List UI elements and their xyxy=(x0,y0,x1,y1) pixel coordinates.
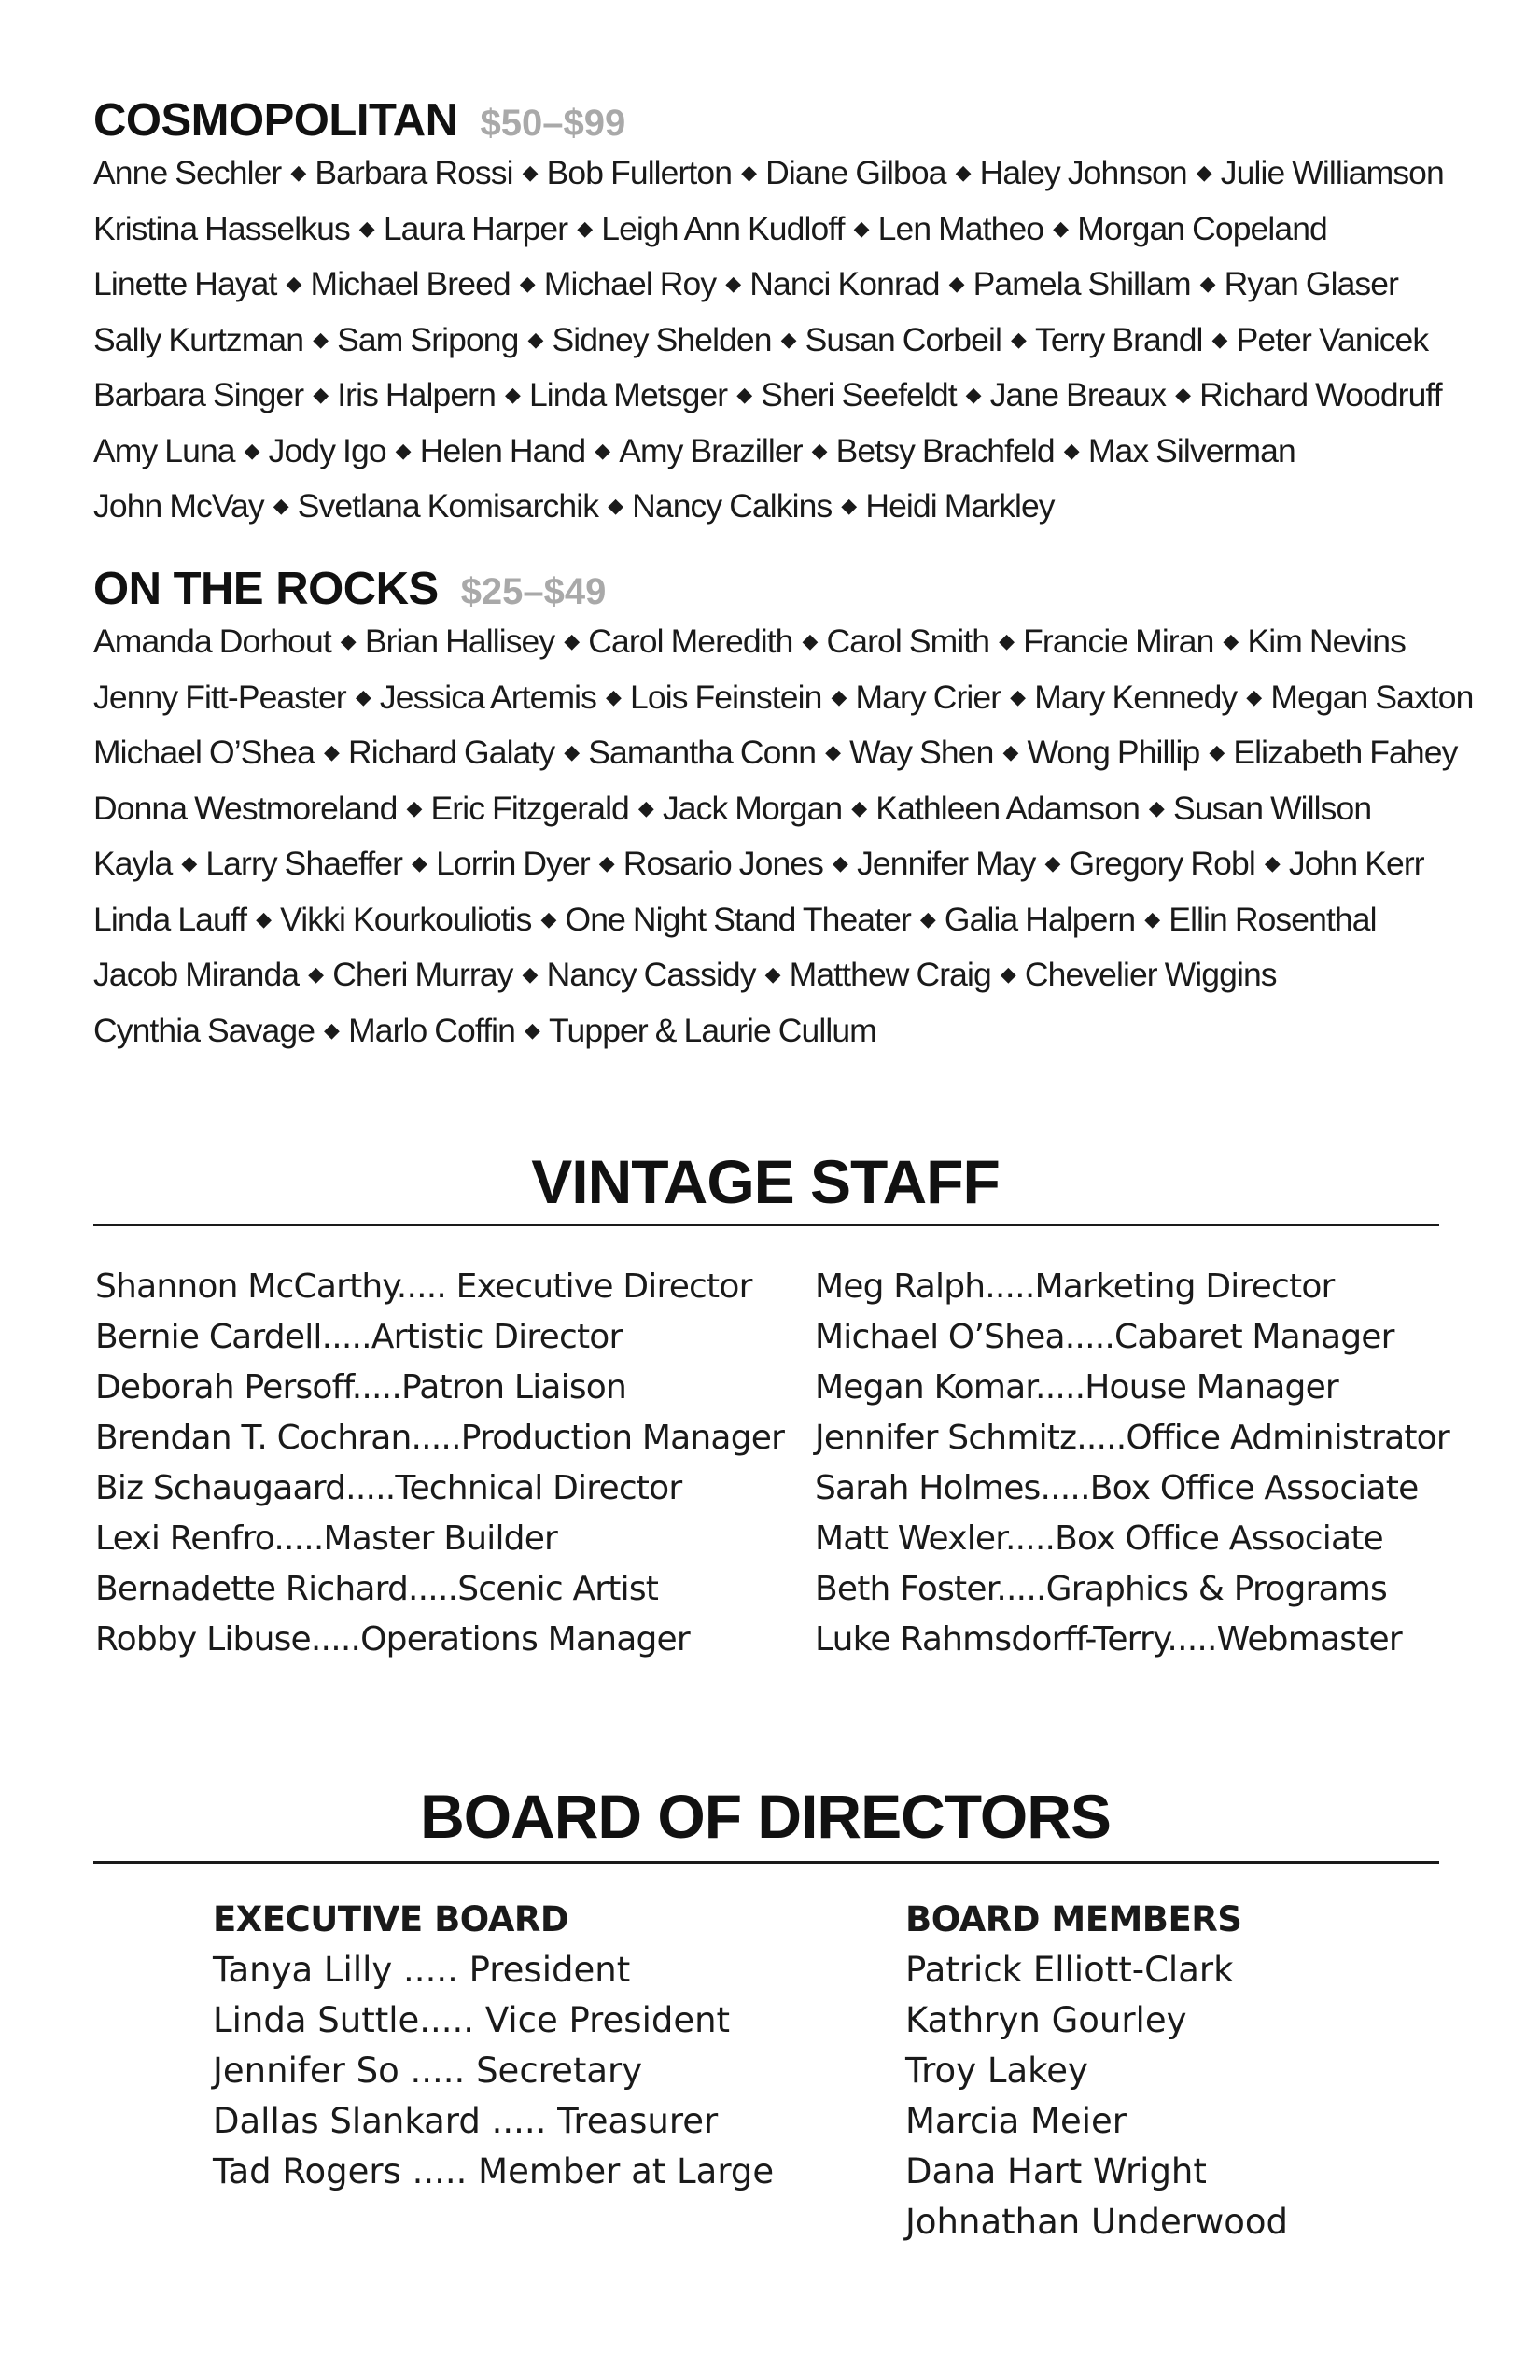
donor-name: Max Silverman xyxy=(1087,431,1295,469)
donor-name: Vikki Kourkouliotis xyxy=(280,900,532,938)
donor-name: Betsy Brachfeld xyxy=(835,431,1055,469)
donor-line xyxy=(93,370,1456,426)
board-row: Linda Suttle..... Vice President xyxy=(213,2000,731,2040)
donor-name: Mary Kennedy xyxy=(1034,678,1238,716)
donor-name: Michael O’Shea xyxy=(93,734,315,771)
diamond-icon: ◆ xyxy=(1010,327,1026,351)
diamond-icon: ◆ xyxy=(851,795,867,819)
donor-name: Sally Kurtzman xyxy=(93,320,304,358)
diamond-icon: ◆ xyxy=(725,272,741,295)
diamond-icon: ◆ xyxy=(395,438,411,462)
staff-row: Deborah Persoff.....Patron Liaison xyxy=(95,1368,627,1407)
diamond-icon: ◆ xyxy=(1223,629,1239,652)
diamond-icon: ◆ xyxy=(273,494,288,517)
diamond-icon: ◆ xyxy=(324,1017,340,1042)
donor-name: Diane Gilboa xyxy=(765,154,946,191)
diamond-icon: ◆ xyxy=(608,494,623,517)
staff-column-left xyxy=(95,1262,784,1665)
diamond-icon: ◆ xyxy=(412,851,427,875)
diamond-icon: ◆ xyxy=(853,216,869,240)
diamond-icon: ◆ xyxy=(1000,962,1015,986)
donor-name: Jacob Miranda xyxy=(93,956,300,993)
staff-row: Jennifer Schmitz.....Office Administrator xyxy=(815,1419,1449,1457)
donor-line xyxy=(93,259,1456,315)
staff-row: Biz Schaugaard.....Technical Director xyxy=(95,1469,682,1507)
diamond-icon: ◆ xyxy=(1209,740,1225,763)
executive-board-heading: EXECUTIVE BOARD xyxy=(213,1899,569,1939)
diamond-icon: ◆ xyxy=(313,383,329,406)
donor-name: Wong Phillip xyxy=(1027,734,1200,771)
diamond-icon: ◆ xyxy=(595,438,610,462)
donor-name: Ellin Rosenthal xyxy=(1169,900,1377,938)
diamond-icon: ◆ xyxy=(637,795,653,819)
board-title: BOARD OF DIRECTORS xyxy=(420,1782,1111,1851)
donor-name: Richard Woodruff xyxy=(1199,376,1442,413)
staff-row: Beth Foster.....Graphics & Programs xyxy=(815,1570,1387,1608)
donor-name: Eric Fitzgerald xyxy=(430,789,629,827)
donor-name: Susan Willson xyxy=(1172,789,1372,827)
staff-divider xyxy=(93,1224,1439,1226)
donor-line xyxy=(93,894,1456,950)
diamond-icon: ◆ xyxy=(577,216,593,240)
diamond-icon: ◆ xyxy=(1002,740,1018,763)
diamond-icon: ◆ xyxy=(1044,851,1060,875)
diamond-icon: ◆ xyxy=(605,684,622,708)
donor-name: Ryan Glaser xyxy=(1224,265,1399,302)
diamond-icon: ◆ xyxy=(1199,272,1215,295)
level-title: COSMOPOLITAN xyxy=(93,95,458,146)
on-the-rocks-section xyxy=(93,562,1474,1060)
donor-name: Chevelier Wiggins xyxy=(1024,956,1277,993)
staff-row: Megan Komar.....House Manager xyxy=(815,1368,1338,1407)
donor-name: Sam Sripong xyxy=(337,320,519,358)
donor-name: Svetlana Komisarchik xyxy=(297,487,599,525)
donor-name: Jack Morgan xyxy=(662,789,843,827)
diamond-icon: ◆ xyxy=(811,438,827,462)
donor-name: Galia Halpern xyxy=(944,900,1136,938)
on-the-rocks-heading xyxy=(93,562,1456,616)
diamond-icon: ◆ xyxy=(406,795,422,819)
board-row: Marcia Meier xyxy=(905,2101,1127,2141)
donor-line xyxy=(93,727,1456,783)
staff-row: Bernie Cardell.....Artistic Director xyxy=(95,1318,623,1356)
diamond-icon: ◆ xyxy=(833,851,848,875)
diamond-icon: ◆ xyxy=(1010,684,1026,708)
diamond-icon: ◆ xyxy=(340,629,356,652)
donor-name: Helen Hand xyxy=(419,431,586,469)
donor-name: Kathleen Adamson xyxy=(875,789,1140,827)
diamond-icon: ◆ xyxy=(965,383,981,406)
diamond-icon: ◆ xyxy=(527,327,543,351)
donor-name: Jane Breaux xyxy=(989,376,1167,413)
diamond-icon: ◆ xyxy=(522,962,538,986)
donor-name: Kristina Hasselkus xyxy=(93,209,350,247)
staff-title: VINTAGE STAFF xyxy=(531,1147,1000,1216)
donor-line xyxy=(93,147,1456,203)
donor-name: Peter Vanicek xyxy=(1236,320,1429,358)
donor-name: Amy Luna xyxy=(93,431,235,469)
diamond-icon: ◆ xyxy=(256,906,272,931)
donor-name: Way Shen xyxy=(849,734,994,771)
board-row: Troy Lakey xyxy=(905,2051,1088,2091)
diamond-icon: ◆ xyxy=(519,272,535,295)
staff-row: Robby Libuse.....Operations Manager xyxy=(95,1620,690,1659)
donor-name: Susan Corbeil xyxy=(805,320,1001,358)
diamond-icon: ◆ xyxy=(736,383,752,406)
donor-name: Jessica Artemis xyxy=(379,678,596,716)
donor-name: Francie Miran xyxy=(1023,623,1214,660)
board-row: Tanya Lilly ..... President xyxy=(213,1950,631,1990)
donor-line xyxy=(93,783,1456,839)
staff-row: Matt Wexler.....Box Office Associate xyxy=(815,1519,1383,1558)
donor-name: Cynthia Savage xyxy=(93,1011,315,1049)
diamond-icon: ◆ xyxy=(355,684,371,708)
donor-name: Samantha Conn xyxy=(588,734,817,771)
diamond-icon: ◆ xyxy=(286,272,301,295)
board-row: Jennifer So ..... Secretary xyxy=(213,2051,643,2091)
staff-row: Luke Rahmsdorff-Terry.....Webmaster xyxy=(815,1620,1402,1659)
donor-name: Linette Hayat xyxy=(93,265,277,302)
donor-name: Brian Hallisey xyxy=(364,623,555,660)
cosmopolitan-section xyxy=(93,93,1456,537)
diamond-icon: ◆ xyxy=(181,851,197,875)
donor-name: Larry Shaeffer xyxy=(205,845,403,882)
donor-name: Jenny Fitt-Peaster xyxy=(93,678,346,716)
donor-name: Haley Johnson xyxy=(979,154,1187,191)
donor-name: Julie Williamson xyxy=(1220,154,1444,191)
staff-column-right xyxy=(815,1262,1449,1665)
donor-name: Laura Harper xyxy=(383,209,568,247)
donor-name: John Kerr xyxy=(1288,845,1424,882)
diamond-icon: ◆ xyxy=(1175,383,1191,406)
diamond-icon: ◆ xyxy=(313,327,329,351)
diamond-icon: ◆ xyxy=(1196,161,1211,184)
board-row: Dana Hart Wright xyxy=(905,2151,1207,2191)
diamond-icon: ◆ xyxy=(780,327,796,351)
donor-name: Barbara Rossi xyxy=(315,154,513,191)
board-row: Dallas Slankard ..... Treasurer xyxy=(213,2101,719,2141)
board-row: Tad Rogers ..... Member at Large xyxy=(213,2151,775,2191)
diamond-icon: ◆ xyxy=(1264,851,1280,875)
diamond-icon: ◆ xyxy=(540,906,556,931)
diamond-icon: ◆ xyxy=(1053,216,1069,240)
donor-list xyxy=(93,147,1456,537)
diamond-icon: ◆ xyxy=(764,962,780,986)
donor-name: Terry Brandl xyxy=(1034,320,1203,358)
donor-line xyxy=(93,616,1456,672)
donor-name: Nancy Cassidy xyxy=(546,956,756,993)
board-row: Kathryn Gourley xyxy=(905,2000,1187,2040)
staff-row: Bernadette Richard.....Scenic Artist xyxy=(95,1570,659,1608)
diamond-icon: ◆ xyxy=(1211,327,1227,351)
staff-row: Michael O’Shea.....Cabaret Manager xyxy=(815,1318,1394,1356)
donor-line xyxy=(93,949,1456,1005)
donor-name: Matthew Craig xyxy=(789,956,991,993)
diamond-icon: ◆ xyxy=(999,629,1015,652)
donor-name: Heidi Markley xyxy=(865,487,1055,525)
donor-name: Carol Meredith xyxy=(588,623,793,660)
level-range: $50–$99 xyxy=(480,103,626,144)
level-title: ON THE ROCKS xyxy=(93,564,439,614)
diamond-icon: ◆ xyxy=(948,272,964,295)
donor-name: Iris Halpern xyxy=(337,376,496,413)
donor-name: One Night Stand Theater xyxy=(565,900,911,938)
donor-name: Bob Fullerton xyxy=(546,154,733,191)
donor-name: Megan Saxton xyxy=(1270,678,1474,716)
donor-name: Marlo Coffin xyxy=(348,1011,516,1049)
board-row: Johnathan Underwood xyxy=(905,2202,1288,2242)
executive-board-column xyxy=(213,1895,774,2197)
diamond-icon: ◆ xyxy=(841,494,857,517)
donor-name: Sidney Shelden xyxy=(552,320,772,358)
donor-line xyxy=(93,481,1456,537)
donor-name: Jody Igo xyxy=(268,431,386,469)
diamond-icon: ◆ xyxy=(1144,906,1160,931)
donor-name: Jennifer May xyxy=(857,845,1036,882)
donor-name: Amy Braziller xyxy=(619,431,803,469)
cosmopolitan-heading xyxy=(93,93,1456,147)
staff-row: Sarah Holmes.....Box Office Associate xyxy=(815,1469,1419,1507)
board-members-heading: BOARD MEMBERS xyxy=(905,1899,1242,1939)
diamond-icon: ◆ xyxy=(919,906,935,931)
diamond-icon: ◆ xyxy=(598,851,614,875)
donor-name: Michael Breed xyxy=(310,265,511,302)
diamond-icon: ◆ xyxy=(741,161,757,184)
diamond-icon: ◆ xyxy=(358,216,374,240)
donor-name: Lois Feinstein xyxy=(630,678,822,716)
donor-name: Sheri Seefeldt xyxy=(761,376,957,413)
diamond-icon: ◆ xyxy=(825,740,841,763)
donor-name: Cheri Murray xyxy=(332,956,513,993)
donor-name: Donna Westmoreland xyxy=(93,789,398,827)
donor-name: Pamela Shillam xyxy=(973,265,1191,302)
donor-line xyxy=(93,838,1456,894)
donor-name: Morgan Copeland xyxy=(1077,209,1327,247)
donor-line xyxy=(93,1005,1456,1061)
board-row: Patrick Elliott-Clark xyxy=(905,1950,1234,1990)
donor-name: Rosario Jones xyxy=(623,845,824,882)
staff-row: Meg Ralph.....Marketing Director xyxy=(815,1267,1335,1306)
donor-name: Richard Galaty xyxy=(348,734,555,771)
donor-name: Mary Crier xyxy=(855,678,1001,716)
donor-name: John McVay xyxy=(93,487,264,525)
diamond-icon: ◆ xyxy=(1246,684,1262,708)
diamond-icon: ◆ xyxy=(290,161,306,184)
donor-name: Leigh Ann Kudloff xyxy=(601,209,845,247)
donor-name: Amanda Dorhout xyxy=(93,623,331,660)
diamond-icon: ◆ xyxy=(1148,795,1164,819)
diamond-icon: ◆ xyxy=(525,1017,540,1042)
diamond-icon: ◆ xyxy=(564,740,580,763)
board-divider xyxy=(93,1861,1439,1864)
diamond-icon: ◆ xyxy=(522,161,538,184)
donor-list xyxy=(93,616,1474,1060)
staff-row: Shannon McCarthy..... Executive Director xyxy=(95,1267,752,1306)
diamond-icon: ◆ xyxy=(802,629,818,652)
diamond-icon: ◆ xyxy=(955,161,971,184)
donor-name: Elizabeth Fahey xyxy=(1233,734,1458,771)
diamond-icon: ◆ xyxy=(244,438,259,462)
donor-name: Lorrin Dyer xyxy=(436,845,590,882)
diamond-icon: ◆ xyxy=(831,684,847,708)
diamond-icon: ◆ xyxy=(564,629,580,652)
board-members-column xyxy=(905,1895,1288,2247)
donor-name: Barbara Singer xyxy=(93,376,304,413)
diamond-icon: ◆ xyxy=(324,740,340,763)
donor-line xyxy=(93,315,1456,371)
donor-line xyxy=(93,426,1456,482)
diamond-icon: ◆ xyxy=(308,962,324,986)
donor-name: Kayla xyxy=(93,845,173,882)
donor-name: Carol Smith xyxy=(826,623,990,660)
donor-name: Len Matheo xyxy=(877,209,1044,247)
donor-name: Kim Nevins xyxy=(1247,623,1406,660)
staff-row: Lexi Renfro.....Master Builder xyxy=(95,1519,558,1558)
donor-name: Nanci Konrad xyxy=(749,265,940,302)
donor-name: Gregory Robl xyxy=(1069,845,1255,882)
diamond-icon: ◆ xyxy=(1063,438,1079,462)
level-range: $25–$49 xyxy=(460,571,607,612)
staff-row: Brendan T. Cochran.....Production Manager xyxy=(95,1419,785,1457)
diamond-icon: ◆ xyxy=(504,383,520,406)
donor-name: Linda Lauff xyxy=(93,900,247,938)
donor-name: Nancy Calkins xyxy=(632,487,833,525)
donor-line xyxy=(93,203,1456,259)
donor-line xyxy=(93,672,1474,728)
donor-name: Anne Sechler xyxy=(93,154,282,191)
donor-name: Michael Roy xyxy=(543,265,717,302)
donor-name: Tupper & Laurie Cullum xyxy=(549,1011,876,1049)
donor-name: Linda Metsger xyxy=(528,376,728,413)
